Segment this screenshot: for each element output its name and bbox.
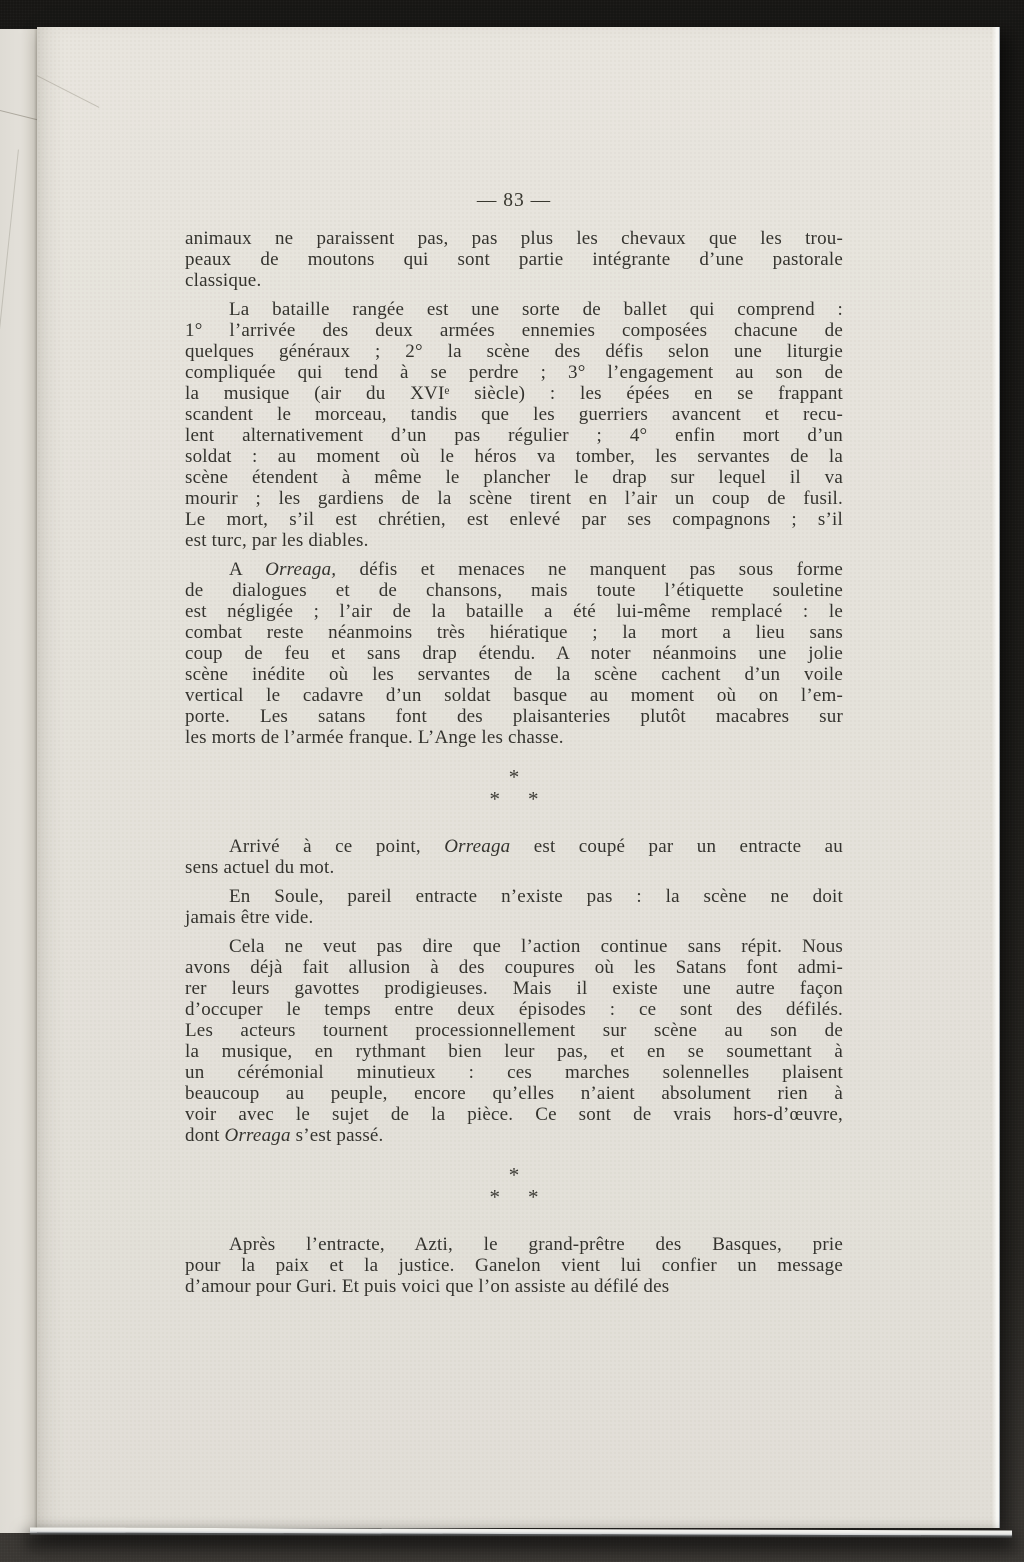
- page-fore-edge: [992, 27, 1000, 1528]
- text-line: animaux ne paraissent pas, pas plus les chevaux que les trou-: [185, 228, 843, 249]
- text-line: dont Orreaga s’est passé.: [185, 1125, 384, 1146]
- book-page: [37, 27, 1000, 1528]
- text-line: sens actuel du mot.: [185, 857, 335, 878]
- paragraph: [185, 936, 843, 1146]
- text-line: porte. Les satans font des plaisanteries plutôt macabres sur: [185, 706, 843, 727]
- text-line: les morts de l’armée franque. L’Ange les chasse.: [185, 727, 564, 748]
- underlying-page-edge: [0, 29, 37, 1533]
- text-line: mourir ; les gardiens de la scène tirent en l’air un coup de fusil.: [185, 488, 843, 509]
- text-line: de dialogues et de chansons, mais toute l’étiquette souletine: [185, 580, 843, 601]
- text-line: scène étendent à même le plancher le drap sur lequel il va: [185, 467, 843, 488]
- text-line: Le mort, s’il est chrétien, est enlevé par ses compagnons ; s’il: [185, 509, 843, 530]
- paragraph: [185, 836, 843, 878]
- text-line: A Orreaga, défis et menaces ne manquent pas sous forme: [229, 559, 843, 580]
- paragraph: [185, 299, 843, 551]
- text-line: peaux de moutons qui sont partie intégrante d’une pastorale: [185, 249, 843, 270]
- paragraph: [185, 886, 843, 928]
- text-line: Arrivé à ce point, Orreaga est coupé par un entracte au: [229, 836, 843, 857]
- text-line: rer leurs gavottes prodigieuses. Mais il existe une autre façon: [185, 978, 843, 999]
- text-line: voir avec le sujet de la pièce. Ce sont de vrais hors-d’œuvre,: [185, 1104, 843, 1125]
- paragraph: [185, 559, 843, 748]
- text-line: compliquée qui tend à se perdre ; 3° l’engagement au son de: [185, 362, 843, 383]
- asterisk-pair: [185, 1186, 843, 1208]
- text-line: quelques généraux ; 2° la scène des défis selon une liturgie: [185, 341, 843, 362]
- text-line: beaucoup au peuple, encore qu’elles n’aient absolument rien à: [185, 1083, 843, 1104]
- page-crease: [37, 75, 100, 108]
- text-line: soldat : au moment où le héros va tomber, les servantes de la: [185, 446, 843, 467]
- text-line: Après l’entracte, Azti, le grand-prêtre des Basques, prie: [229, 1234, 843, 1255]
- asterisk: *: [489, 1185, 500, 1209]
- paragraph: [185, 228, 843, 291]
- text-line: Cela ne veut pas dire que l’action continue sans répit. Nous: [229, 936, 843, 957]
- text-line: la musique (air du XVIᵉ siècle) : les épées en se frappant: [185, 383, 843, 404]
- text-line: La bataille rangée est une sorte de ballet qui comprend :: [229, 299, 843, 320]
- asterisk: *: [489, 787, 500, 811]
- text-line: classique.: [185, 270, 262, 291]
- text-line: pour la paix et la justice. Ganelon vient lui confier un message: [185, 1255, 843, 1276]
- text-line: d’occuper le temps entre deux épisodes : ce sont des défilés.: [185, 999, 843, 1020]
- page-number: — 83 —: [476, 190, 552, 211]
- text-line: jamais être vide.: [185, 907, 314, 928]
- text-line: vertical le cadavre d’un soldat basque au moment où on l’em-: [185, 685, 843, 706]
- text-line: avons déjà fait allusion à des coupures où les Satans font admi-: [185, 957, 843, 978]
- paragraph: [185, 1234, 843, 1297]
- text-line: scandent le morceau, tandis que les guerriers avancent et recu-: [185, 404, 843, 425]
- asterisk-pair: [185, 788, 843, 810]
- asterisk-separator: [185, 766, 843, 810]
- text-line: Les acteurs tournent processionnellement sur scène au son de: [185, 1020, 843, 1041]
- asterisk: *: [528, 787, 539, 811]
- text-line: est négligée ; l’air de la bataille a été lui-même remplacé : le: [185, 601, 843, 622]
- text-content: [185, 190, 843, 1297]
- text-line: la musique, en rythmant bien leur pas, et en se soumettant à: [185, 1041, 843, 1062]
- asterisk: *: [508, 1163, 520, 1187]
- page-bottom-edges: [30, 1527, 1012, 1535]
- page-crease: [0, 149, 19, 338]
- text-line: un cérémonial minutieux : ces marches solennelles plaisent: [185, 1062, 843, 1083]
- text-line: coup de feu et sans drap étendu. A noter néanmoins une jolie: [185, 643, 843, 664]
- asterisk: *: [508, 765, 520, 789]
- text-line: scène inédite où les servantes de la scène cachent d’un voile: [185, 664, 843, 685]
- asterisk-separator: [185, 1164, 843, 1208]
- text-line: est turc, par les diables.: [185, 530, 369, 551]
- text-line: d’amour pour Guri. Et puis voici que l’on assiste au défilé des: [185, 1276, 670, 1297]
- text-line: lent alternativement d’un pas régulier ; 4° enfin mort d’un: [185, 425, 843, 446]
- text-line: combat reste néanmoins très hiératique ; la mort a lieu sans: [185, 622, 843, 643]
- asterisk: *: [528, 1185, 539, 1209]
- text-line: En Soule, pareil entracte n’existe pas : la scène ne doit: [229, 886, 843, 907]
- text-line: 1° l’arrivée des deux armées ennemies composées chacune de: [185, 320, 843, 341]
